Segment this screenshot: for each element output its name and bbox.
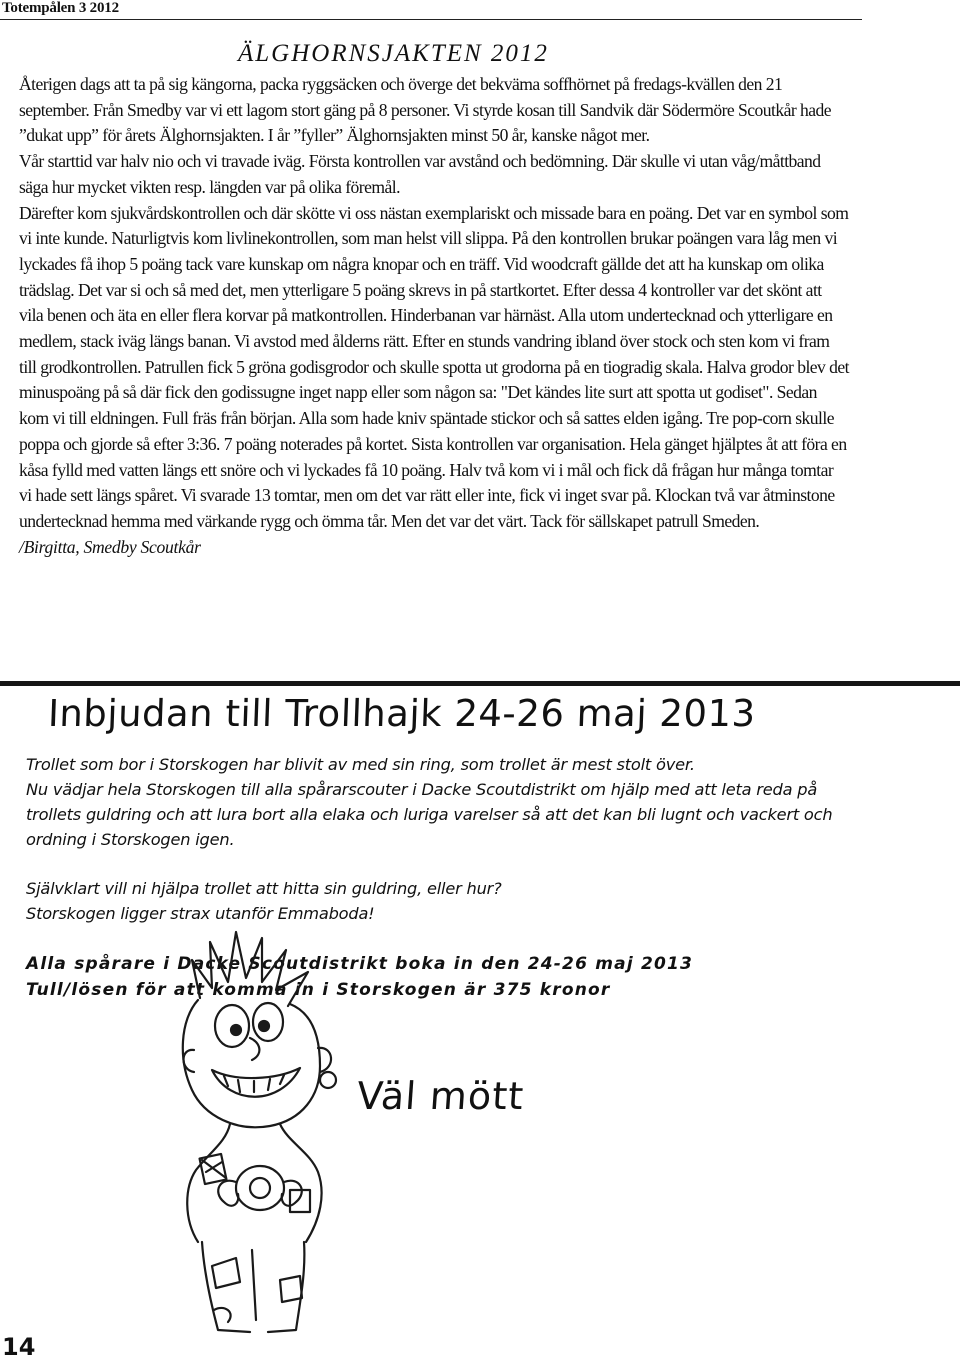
- invitation-title: Inbjudan till Trollhajk 24-26 maj 2013: [47, 692, 757, 735]
- article-signature: /Birgitta, Smedby Scoutkår: [19, 536, 201, 557]
- page-number: 14: [2, 1333, 36, 1361]
- troll-illustration: [140, 920, 370, 1360]
- article-title: ÄLGHORNSJAKTEN 2012: [238, 40, 549, 67]
- invitation-line: Nu vädjar hela Storskogen till alla spårarscouter i Dacke Scoutdistrikt om hjälp med att leta reda på trollets guldring och att lura bort alla elaka och luriga varelser så att det kan bli lugnt och vackert och ordning i Storskogen igen.: [26, 780, 833, 849]
- article-body: [19, 72, 849, 560]
- greeting-text: Väl mött: [355, 1074, 526, 1118]
- invitation-question: [26, 876, 856, 926]
- section-divider: [0, 681, 960, 686]
- article-paragraph: Därefter kom sjukvårdskontrollen och där skötte vi oss nästan exemplariskt och missade bara en poäng. Det var en symbol som vi inte kunde. Naturligtvis kom livlinekontrollen, som man helst vill slippa. På den kontrollen brukar poängen vara låg men vi lyckades få ihop 5 poäng tack vare kunskap om några knopar och en träff. Vid woodcraft gällde det att ha kunskap om olika trädslag. Det var si och så med det, men ytterligare 5 poäng skrevs in på startkortet. Efter dessa 4 kontroller var det skönt att vila benen och äta en eller flera korvar på matkontrollen. Hinderbanan var härnäst. Alla utom undertecknad och ytterligare en medlem, stack iväg längs banan. Vi avstod med ålderns rätt. Efter en stunds vandring ibland över stock och sten kom vi fram till grodkontrollen. Patrullen fick 5 gröna godisgrodor och skulle spotta ut grodorna på en tiogradig skala. Halva grodor blev det minuspoäng på så där fick den godissugne inget napp eller som någon sa: "Det kändes lite surt att spotta ut godiset". Sedan kom vi till eldningen. Full fräs från början. Alla som hade kniv späntade stickor och så sattes elden igång. Tre pop-corn skulle poppa och gjorde så efter 3:36. 7 poäng noterades på kortet. Sista kontrollen var organisation. Hela gänget hjälptes åt att föra en kåsa fylld med vatten längs ett snöre och vi lyckades få 10 poäng. Halv två kom vi i mål och fick då frågan hur många tomtar vi hade sett längs spåret. Vi svarade 13 tomtar, men om det var rätt eller inte, fick vi inget svar på. Klockan två var åtminstone undertecknad hemma med värkande rygg och ömma tår. Men det var det värt. Tack för sällskapet patrull Smeden.: [19, 202, 849, 531]
- invitation-line: Självklart vill ni hjälpa trollet att hitta sin guldring, eller hur?: [26, 879, 502, 898]
- article-paragraph: Återigen dags att ta på sig kängorna, packa ryggsäcken och överge det bekväma soffhörnet på fredags-kvällen den 21 september. Från Smedby var vi ett lagom stort gäng på 8 personer. Vi styrde kosan till Sandvik där Södermöre Scoutkår hade ”dukat upp” för årets Älghornsjakten. I år ”fyller” Älghornsjakten minst 50 år, kanske något mer.: [19, 74, 832, 146]
- invitation-line: Trollet som bor i Storskogen har blivit av med sin ring, som trollet är mest stolt över.: [26, 755, 695, 774]
- invitation-line: Tull/lösen för att komma in i Storskogen är 375 kronor: [26, 980, 611, 1000]
- article-paragraph: Vår starttid var halv nio och vi travade iväg. Första kontrollen var avstånd och bedömning. Där skulle vi utan våg/måttband säga hur mycket vikten resp. längden var på olika föremål.: [19, 151, 821, 197]
- invitation-line: Alla spårare i Dacke Scoutdistrikt boka in den 24-26 maj 2013: [26, 954, 694, 974]
- invitation-line: Storskogen ligger strax utanför Emmaboda!: [26, 904, 375, 923]
- invitation-intro: [26, 752, 856, 852]
- publication-header: Totempålen 3 2012: [2, 0, 119, 16]
- header-divider: [0, 19, 862, 20]
